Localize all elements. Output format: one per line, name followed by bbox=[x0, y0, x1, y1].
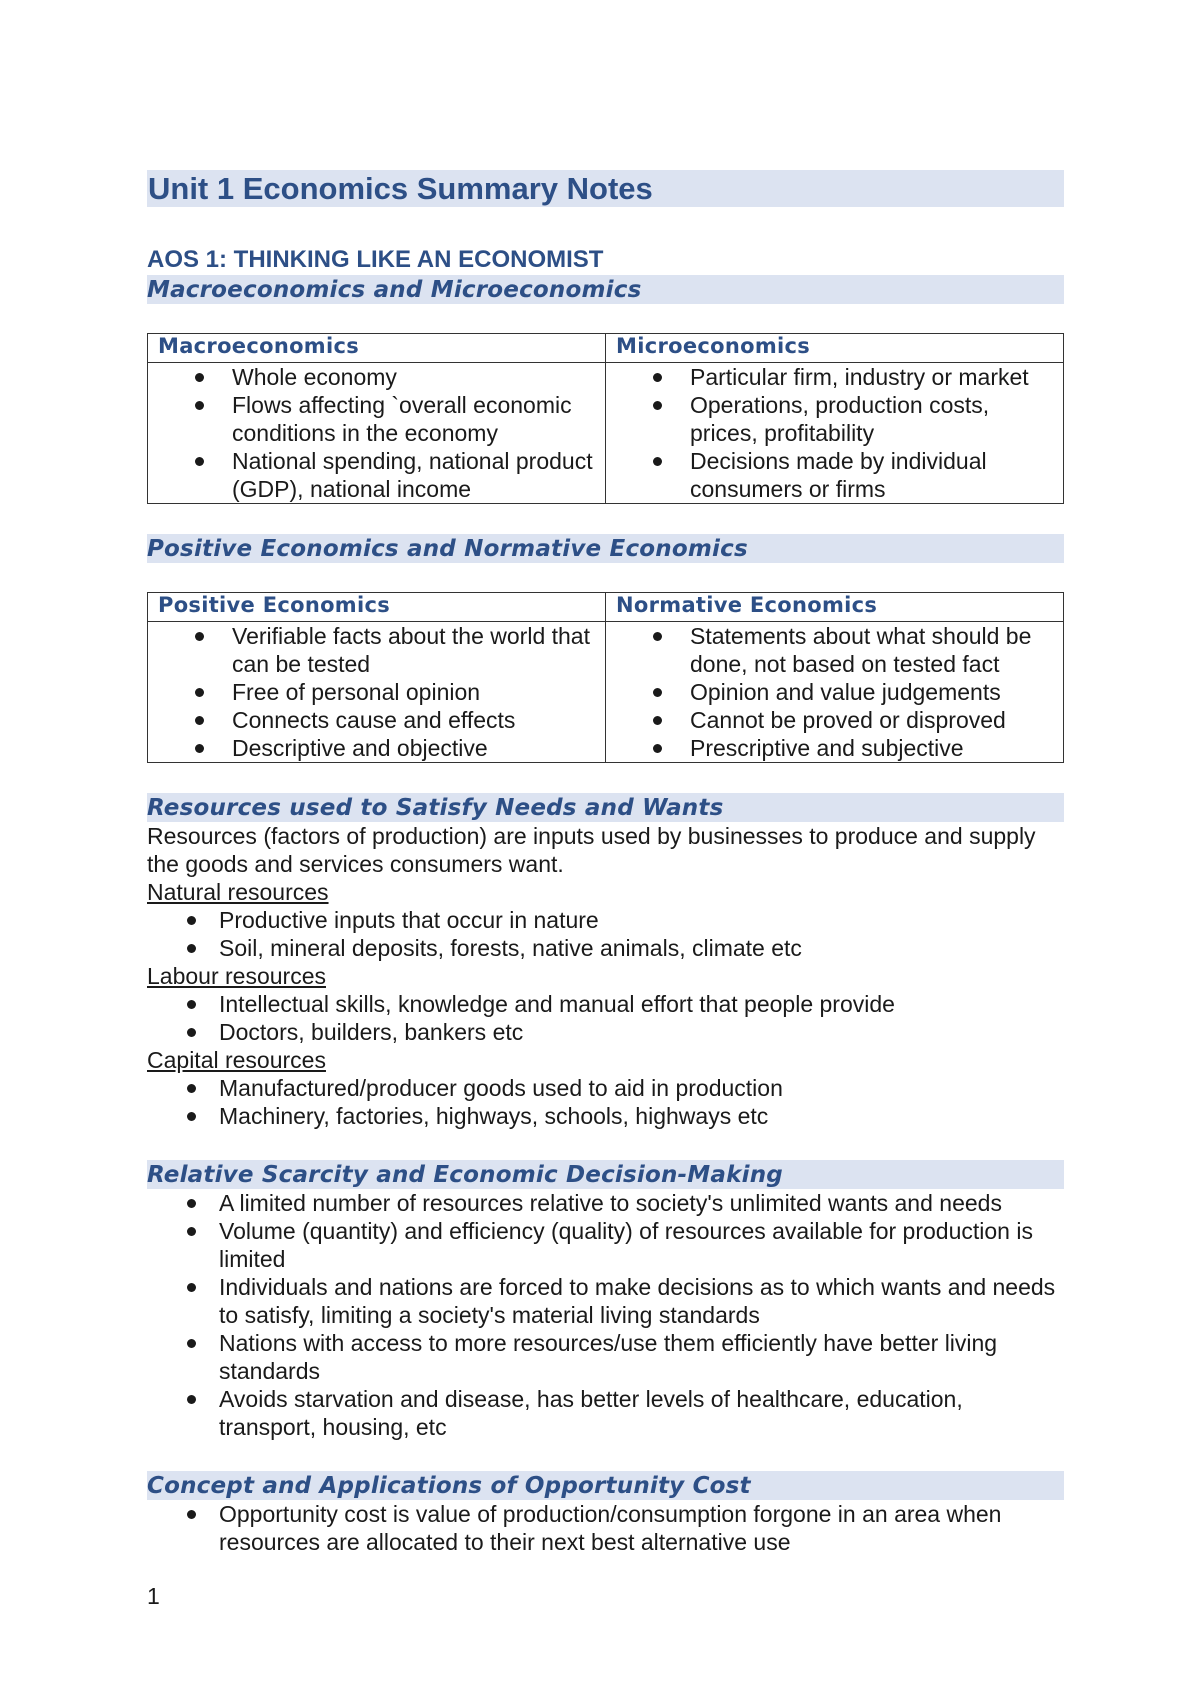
list-item-text: Free of personal opinion bbox=[232, 679, 481, 705]
normative-header: Normative Economics bbox=[606, 593, 1064, 622]
bullet-icon bbox=[653, 401, 662, 410]
list-item bbox=[147, 1500, 1064, 1556]
list-item bbox=[606, 622, 1063, 678]
bullet-icon bbox=[195, 632, 204, 641]
list-item-text: Avoids starvation and disease, has better levels of healthcare, education, transport, housing, etc bbox=[219, 1386, 963, 1440]
title-banner bbox=[147, 170, 1064, 207]
bullet-icon bbox=[187, 1112, 196, 1121]
list-item bbox=[147, 1074, 1064, 1102]
page-content bbox=[147, 170, 1064, 1556]
bullet-icon bbox=[187, 1395, 196, 1404]
macro-cell bbox=[148, 363, 606, 504]
list-item bbox=[147, 1018, 1064, 1046]
natural-resources-list bbox=[147, 906, 1064, 962]
labour-resources-label: Labour resources bbox=[147, 963, 326, 989]
section-heading-resources bbox=[147, 793, 1064, 822]
micro-cell bbox=[606, 363, 1064, 504]
list-item bbox=[148, 734, 605, 762]
table-row bbox=[148, 363, 1064, 504]
list-item bbox=[148, 447, 605, 503]
list-item-text: Intellectual skills, knowledge and manual effort that people provide bbox=[219, 991, 895, 1017]
bullet-icon bbox=[195, 688, 204, 697]
list-item-text: Opinion and value judgements bbox=[690, 679, 1001, 705]
bullet-icon bbox=[653, 744, 662, 753]
list-item-text: Prescriptive and subjective bbox=[690, 735, 964, 761]
natural-resources-label: Natural resources bbox=[147, 879, 329, 905]
list-item bbox=[147, 1217, 1064, 1273]
bullet-icon bbox=[195, 457, 204, 466]
bullet-icon bbox=[653, 457, 662, 466]
list-item-text: Opportunity cost is value of production/consumption forgone in an area when resources are allocated to their next best alternative use bbox=[219, 1501, 1002, 1555]
bullet-icon bbox=[187, 916, 196, 925]
bullet-icon bbox=[187, 1028, 196, 1037]
capital-resources-list bbox=[147, 1074, 1064, 1130]
capital-resources-label: Capital resources bbox=[147, 1047, 326, 1073]
bullet-icon bbox=[195, 373, 204, 382]
list-item-text: Operations, production costs, prices, profitability bbox=[690, 392, 990, 446]
list-item-text: Soil, mineral deposits, forests, native animals, climate etc bbox=[219, 935, 802, 961]
scarcity-heading: Relative Scarcity and Economic Decision-Making bbox=[147, 1161, 783, 1188]
list-item-text: Doctors, builders, bankers etc bbox=[219, 1019, 524, 1045]
macro-header: Macroeconomics bbox=[148, 334, 606, 363]
normative-cell bbox=[606, 622, 1064, 763]
list-item bbox=[147, 1102, 1064, 1130]
list-item bbox=[148, 678, 605, 706]
normative-list bbox=[606, 622, 1063, 762]
list-item-text: Connects cause and effects bbox=[232, 707, 516, 733]
list-item-text: Statements about what should be done, not based on tested fact bbox=[690, 623, 1032, 677]
list-item-text: Machinery, factories, highways, schools, highways etc bbox=[219, 1103, 769, 1129]
macro-micro-table bbox=[147, 333, 1064, 504]
bullet-icon bbox=[653, 373, 662, 382]
positive-header: Positive Economics bbox=[148, 593, 606, 622]
scarcity-list bbox=[147, 1189, 1064, 1441]
labour-resources-list bbox=[147, 990, 1064, 1046]
bullet-icon bbox=[195, 716, 204, 725]
bullet-icon bbox=[187, 944, 196, 953]
bullet-icon bbox=[653, 688, 662, 697]
list-item-text: Descriptive and objective bbox=[232, 735, 488, 761]
list-item bbox=[147, 1385, 1064, 1441]
list-item-text: Productive inputs that occur in nature bbox=[219, 907, 599, 933]
list-item-text: Whole economy bbox=[232, 364, 397, 390]
list-item-text: Cannot be proved or disproved bbox=[690, 707, 1006, 733]
list-item bbox=[606, 734, 1063, 762]
section-heading-macro-micro bbox=[147, 275, 1064, 304]
bullet-icon bbox=[187, 1000, 196, 1009]
list-item bbox=[147, 1189, 1064, 1217]
table-header-row bbox=[148, 334, 1064, 363]
positive-cell bbox=[148, 622, 606, 763]
opportunity-cost-list bbox=[147, 1500, 1064, 1556]
resources-heading: Resources used to Satisfy Needs and Wants bbox=[147, 794, 724, 821]
bullet-icon bbox=[187, 1510, 196, 1519]
table-row bbox=[148, 622, 1064, 763]
list-item bbox=[147, 934, 1064, 962]
list-item-text: National spending, national product (GDP), national income bbox=[232, 448, 593, 502]
list-item bbox=[147, 990, 1064, 1018]
section-heading-positive-normative bbox=[147, 534, 1064, 563]
list-item bbox=[148, 391, 605, 447]
list-item-text: Manufactured/producer goods used to aid in production bbox=[219, 1075, 783, 1101]
bullet-icon bbox=[653, 716, 662, 725]
table-header-row bbox=[148, 593, 1064, 622]
bullet-icon bbox=[187, 1084, 196, 1093]
macro-list bbox=[148, 363, 605, 503]
bullet-icon bbox=[653, 632, 662, 641]
list-item-text: Decisions made by individual consumers or firms bbox=[690, 448, 987, 502]
list-item-text: Verifiable facts about the world that can be tested bbox=[232, 623, 590, 677]
list-item bbox=[606, 363, 1063, 391]
list-item bbox=[606, 706, 1063, 734]
bullet-icon bbox=[187, 1227, 196, 1236]
page-number: 1 bbox=[147, 1583, 160, 1609]
document-title: Unit 1 Economics Summary Notes bbox=[148, 170, 653, 206]
list-item bbox=[606, 447, 1063, 503]
list-item-text: Individuals and nations are forced to make decisions as to which wants and needs to satisfy, limiting a society's material living standards bbox=[219, 1274, 1056, 1328]
list-item-text: Particular firm, industry or market bbox=[690, 364, 1029, 390]
positive-list bbox=[148, 622, 605, 762]
list-item bbox=[147, 906, 1064, 934]
list-item bbox=[148, 706, 605, 734]
list-item bbox=[148, 363, 605, 391]
list-item-text: Flows affecting `overall economic conditions in the economy bbox=[232, 392, 572, 446]
micro-header: Microeconomics bbox=[606, 334, 1064, 363]
positive-normative-table bbox=[147, 592, 1064, 763]
macro-micro-heading: Macroeconomics and Microeconomics bbox=[147, 276, 642, 303]
bullet-icon bbox=[195, 744, 204, 753]
bullet-icon bbox=[187, 1199, 196, 1208]
bullet-icon bbox=[187, 1283, 196, 1292]
bullet-icon bbox=[187, 1339, 196, 1348]
list-item bbox=[606, 391, 1063, 447]
positive-normative-heading: Positive Economics and Normative Economics bbox=[147, 535, 748, 562]
micro-list bbox=[606, 363, 1063, 503]
aos-heading: AOS 1: THINKING LIKE AN ECONOMIST bbox=[147, 246, 604, 273]
list-item bbox=[147, 1273, 1064, 1329]
list-item bbox=[148, 622, 605, 678]
bullet-icon bbox=[195, 401, 204, 410]
resources-intro: Resources (factors of production) are inputs used by businesses to produce and supply the goods and services consumers want. bbox=[147, 823, 1036, 877]
list-item-text: Nations with access to more resources/use them efficiently have better living standards bbox=[219, 1330, 998, 1384]
list-item-text: A limited number of resources relative to society's unlimited wants and needs bbox=[219, 1190, 1002, 1216]
list-item-text: Volume (quantity) and efficiency (quality) of resources available for production is limited bbox=[219, 1218, 1033, 1272]
list-item bbox=[606, 678, 1063, 706]
section-heading-opportunity-cost bbox=[147, 1471, 1064, 1500]
section-heading-scarcity bbox=[147, 1160, 1064, 1189]
opportunity-cost-heading: Concept and Applications of Opportunity Cost bbox=[147, 1472, 751, 1499]
list-item bbox=[147, 1329, 1064, 1385]
